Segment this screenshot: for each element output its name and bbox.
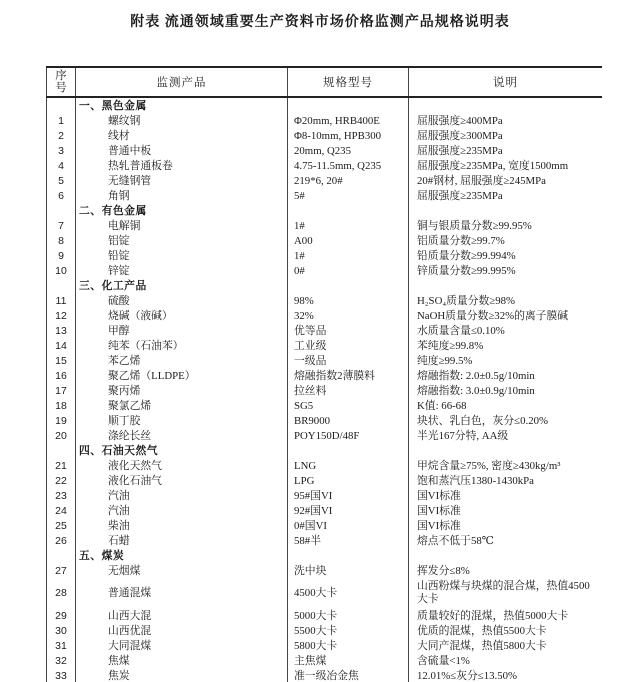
cell-no: 13 [46, 323, 75, 338]
cell-spec: 5# [287, 188, 408, 203]
cell-spec: 219*6, 20# [287, 173, 408, 188]
cell-spec: POY150D/48F [287, 428, 408, 443]
header-no: 序号 [46, 68, 75, 96]
table-row [46, 668, 602, 682]
cell-spec: Φ20mm, HRB400E [287, 113, 408, 128]
table-row [46, 518, 602, 533]
cell-no: 30 [46, 623, 75, 638]
cell-no: 25 [46, 518, 75, 533]
table-row [46, 353, 602, 368]
cell-spec: Φ8-10mm, HPB300 [287, 128, 408, 143]
cell-product: 无缝钢管 [75, 173, 287, 188]
cell-product: 普通混煤 [75, 578, 287, 608]
cell-no [46, 548, 75, 563]
table-row [46, 323, 602, 338]
cell-no: 15 [46, 353, 75, 368]
cell-product: 五、煤炭 [75, 548, 287, 563]
cell-product: 线材 [75, 128, 287, 143]
cell-spec: 95#国VI [287, 488, 408, 503]
table-row [46, 173, 602, 188]
cell-spec: LPG [287, 473, 408, 488]
cell-no [46, 203, 75, 218]
cell-product: 电解铜 [75, 218, 287, 233]
cell-no: 1 [46, 113, 75, 128]
section-row [46, 98, 602, 113]
cell-spec: 32% [287, 308, 408, 323]
cell-spec [287, 278, 408, 293]
cell-no: 21 [46, 458, 75, 473]
cell-spec: 拉丝料 [287, 383, 408, 398]
table-body [46, 98, 602, 682]
cell-spec: 优等品 [287, 323, 408, 338]
cell-spec: 洗中块 [287, 563, 408, 578]
cell-spec [287, 548, 408, 563]
cell-spec [287, 98, 408, 113]
cell-product: 顺丁胶 [75, 413, 287, 428]
section-row [46, 203, 602, 218]
table-row [46, 158, 602, 173]
table-row [46, 503, 602, 518]
cell-no: 27 [46, 563, 75, 578]
cell-spec: SG5 [287, 398, 408, 413]
cell-product: 聚丙烯 [75, 383, 287, 398]
cell-product: 焦煤 [75, 653, 287, 668]
cell-product: 三、化工产品 [75, 278, 287, 293]
cell-desc: 熔融指数: 2.0±0.5g/10min [408, 368, 602, 383]
spec-table [46, 66, 602, 682]
table-row [46, 188, 602, 203]
cell-no: 23 [46, 488, 75, 503]
cell-product: 聚氯乙烯 [75, 398, 287, 413]
cell-desc: 铜与银质量分数≥99.95% [408, 218, 602, 233]
cell-desc: 大同产混煤，热值5800大卡 [408, 638, 602, 653]
cell-no: 3 [46, 143, 75, 158]
cell-product: 汽油 [75, 503, 287, 518]
cell-product: 铅锭 [75, 248, 287, 263]
cell-desc: 屈服强度≥300MPa [408, 128, 602, 143]
cell-spec: 一级品 [287, 353, 408, 368]
cell-desc: NaOH质量分数≥32%的离子膜碱 [408, 308, 602, 323]
table-row [46, 383, 602, 398]
cell-spec [287, 203, 408, 218]
cell-product: 角钢 [75, 188, 287, 203]
cell-desc: 挥发分≤8% [408, 563, 602, 578]
cell-product: 涤纶长丝 [75, 428, 287, 443]
table-row [46, 413, 602, 428]
cell-spec: 0# [287, 263, 408, 278]
table-row [46, 653, 602, 668]
table-row [46, 428, 602, 443]
table-row [46, 293, 602, 308]
cell-no: 33 [46, 668, 75, 682]
cell-product: 热轧普通板卷 [75, 158, 287, 173]
table-row [46, 458, 602, 473]
cell-product: 大同混煤 [75, 638, 287, 653]
header-product: 监测产品 [75, 68, 287, 96]
cell-spec: 主焦煤 [287, 653, 408, 668]
cell-no: 16 [46, 368, 75, 383]
table-row [46, 128, 602, 143]
cell-no: 20 [46, 428, 75, 443]
cell-spec: 1# [287, 248, 408, 263]
cell-product: 锌锭 [75, 263, 287, 278]
cell-no: 19 [46, 413, 75, 428]
cell-spec [287, 443, 408, 458]
cell-no: 4 [46, 158, 75, 173]
cell-no: 17 [46, 383, 75, 398]
cell-spec: 98% [287, 293, 408, 308]
cell-desc: 熔融指数: 3.0±0.9g/10min [408, 383, 602, 398]
cell-no: 28 [46, 578, 75, 608]
table-row [46, 368, 602, 383]
cell-product: 螺纹钢 [75, 113, 287, 128]
table-row [46, 488, 602, 503]
cell-no: 8 [46, 233, 75, 248]
cell-desc: 块状、乳白色，灰分≤0.20% [408, 413, 602, 428]
table-row [46, 473, 602, 488]
cell-no: 18 [46, 398, 75, 413]
table-row [46, 638, 602, 653]
cell-product: 普通中板 [75, 143, 287, 158]
cell-spec: 熔融指数2薄膜料 [287, 368, 408, 383]
cell-product: 一、黑色金属 [75, 98, 287, 113]
cell-product: 山西大混 [75, 608, 287, 623]
table-row [46, 398, 602, 413]
cell-no: 26 [46, 533, 75, 548]
cell-product: 汽油 [75, 488, 287, 503]
cell-no: 14 [46, 338, 75, 353]
cell-desc: 纯度≥99.5% [408, 353, 602, 368]
cell-desc: 苯纯度≥99.8% [408, 338, 602, 353]
table-row [46, 113, 602, 128]
table-row [46, 143, 602, 158]
cell-desc: 含硫量<1% [408, 653, 602, 668]
cell-desc: 屈服强度≥235MPa, 宽度1500mm [408, 158, 602, 173]
cell-desc: 20#钢材, 屈服强度≥245MPa [408, 173, 602, 188]
table-row [46, 578, 602, 608]
cell-spec: 92#国VI [287, 503, 408, 518]
cell-desc: 国VI标准 [408, 503, 602, 518]
cell-no: 9 [46, 248, 75, 263]
cell-desc: 山西粉煤与块煤的混合煤，热值4500大卡 [408, 578, 602, 608]
cell-desc [408, 203, 602, 218]
cell-desc: 甲烷含量≥75%, 密度≥430kg/m³ [408, 458, 602, 473]
cell-product: 聚乙烯（LLDPE） [75, 368, 287, 383]
cell-no: 6 [46, 188, 75, 203]
cell-product: 二、有色金属 [75, 203, 287, 218]
page-title: 附表 流通领域重要生产资料市场价格监测产品规格说明表 [130, 15, 510, 30]
table-row [46, 248, 602, 263]
cell-spec: A00 [287, 233, 408, 248]
cell-desc: H₂SO₄质量分数≥98% [408, 293, 602, 308]
cell-product: 四、石油天然气 [75, 443, 287, 458]
cell-product: 焦炭 [75, 668, 287, 682]
cell-spec: 准一级冶金焦 [287, 668, 408, 682]
cell-desc [408, 278, 602, 293]
table-row [46, 608, 602, 623]
cell-spec: 0#国VI [287, 518, 408, 533]
cell-desc: 水质量含量≤0.10% [408, 323, 602, 338]
cell-no: 29 [46, 608, 75, 623]
cell-desc [408, 443, 602, 458]
cell-product: 烧碱（液碱） [75, 308, 287, 323]
cell-desc: 屈服强度≥400MPa [408, 113, 602, 128]
cell-desc: 铅质量分数≥99.994% [408, 248, 602, 263]
cell-product: 甲醇 [75, 323, 287, 338]
cell-spec: 4.75-11.5mm, Q235 [287, 158, 408, 173]
cell-desc [408, 548, 602, 563]
cell-desc: 熔点不低于58℃ [408, 533, 602, 548]
table-row [46, 308, 602, 323]
table-row [46, 218, 602, 233]
cell-no: 12 [46, 308, 75, 323]
cell-no: 22 [46, 473, 75, 488]
cell-desc: 国VI标准 [408, 488, 602, 503]
cell-desc [408, 98, 602, 113]
cell-product: 液化天然气 [75, 458, 287, 473]
cell-spec: 5800大卡 [287, 638, 408, 653]
cell-no: 11 [46, 293, 75, 308]
cell-no: 24 [46, 503, 75, 518]
cell-spec: 1# [287, 218, 408, 233]
cell-no: 32 [46, 653, 75, 668]
section-row [46, 548, 602, 563]
cell-product: 无烟煤 [75, 563, 287, 578]
cell-no: 10 [46, 263, 75, 278]
cell-no: 5 [46, 173, 75, 188]
cell-product: 纯苯（石油苯） [75, 338, 287, 353]
header-desc: 说明 [408, 68, 602, 96]
section-row [46, 443, 602, 458]
cell-spec: 20mm, Q235 [287, 143, 408, 158]
cell-desc: 屈服强度≥235MPa [408, 188, 602, 203]
cell-no: 31 [46, 638, 75, 653]
cell-spec: 4500大卡 [287, 578, 408, 608]
cell-spec: BR9000 [287, 413, 408, 428]
cell-product: 苯乙烯 [75, 353, 287, 368]
cell-product: 山西优混 [75, 623, 287, 638]
cell-no: 2 [46, 128, 75, 143]
table-row [46, 533, 602, 548]
cell-desc: 屈服强度≥235MPa [408, 143, 602, 158]
section-row [46, 278, 602, 293]
cell-no: 7 [46, 218, 75, 233]
table-row [46, 563, 602, 578]
cell-product: 液化石油气 [75, 473, 287, 488]
cell-desc: 国VI标准 [408, 518, 602, 533]
cell-desc: 半光167分特, AA级 [408, 428, 602, 443]
cell-spec: 5000大卡 [287, 608, 408, 623]
cell-product: 硫酸 [75, 293, 287, 308]
cell-product: 铝锭 [75, 233, 287, 248]
cell-spec: 58#半 [287, 533, 408, 548]
cell-desc: 锌质量分数≥99.995% [408, 263, 602, 278]
table-row [46, 338, 602, 353]
table-header [46, 68, 602, 98]
cell-spec: 5500大卡 [287, 623, 408, 638]
cell-desc: 铝质量分数≥99.7% [408, 233, 602, 248]
cell-desc: K值: 66-68 [408, 398, 602, 413]
cell-product: 柴油 [75, 518, 287, 533]
cell-no [46, 98, 75, 113]
cell-no [46, 278, 75, 293]
cell-spec: 工业级 [287, 338, 408, 353]
cell-spec: LNG [287, 458, 408, 473]
table-row [46, 623, 602, 638]
cell-no [46, 443, 75, 458]
cell-desc: 优质的混煤，热值5500大卡 [408, 623, 602, 638]
cell-desc: 饱和蒸汽压1380-1430kPa [408, 473, 602, 488]
cell-desc: 12.01%≤灰分≤13.50% [408, 668, 602, 682]
cell-product: 石蜡 [75, 533, 287, 548]
table-row [46, 263, 602, 278]
cell-desc: 质量较好的混煤，热值5000大卡 [408, 608, 602, 623]
header-spec: 规格型号 [287, 68, 408, 96]
table-row [46, 233, 602, 248]
